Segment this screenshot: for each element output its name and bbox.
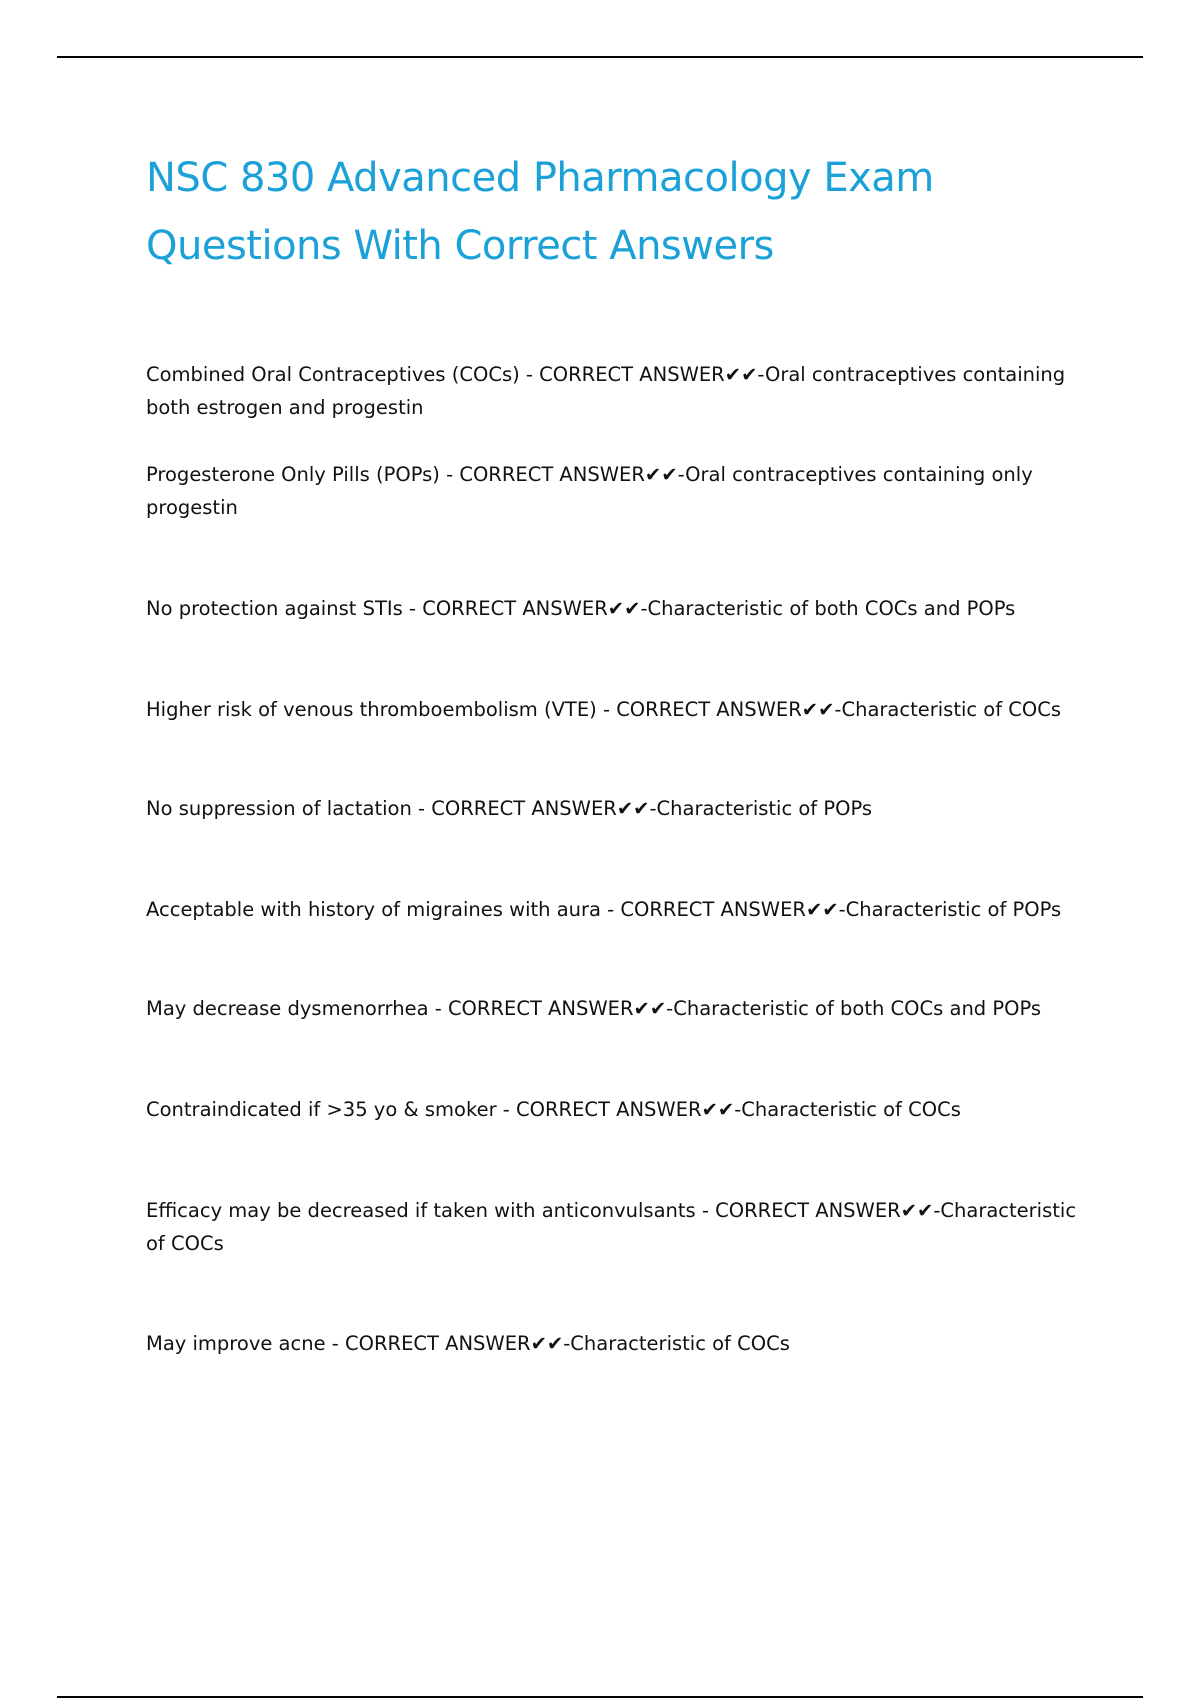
qa-entry: No suppression of lactation - CORRECT ANSWER✔✔-Characteristic of POPs <box>146 797 873 820</box>
qa-entry: Progesterone Only Pills (POPs) - CORRECT ANSWER✔✔-Oral contraceptives containing only progestin <box>146 463 1033 519</box>
top-rule <box>57 56 1143 58</box>
document-title: NSC 830 Advanced Pharmacology Exam Questions With Correct Answers <box>146 155 934 269</box>
qa-entry: Higher risk of venous thromboembolism (VTE) - CORRECT ANSWER✔✔-Characteristic of COCs <box>146 698 1062 721</box>
qa-entry: Efficacy may be decreased if taken with anticonvulsants - CORRECT ANSWER✔✔-Characteristic of COCs <box>146 1199 1077 1255</box>
qa-entry: May improve acne - CORRECT ANSWER✔✔-Characteristic of COCs <box>146 1332 790 1355</box>
qa-entry: No protection against STIs - CORRECT ANSWER✔✔-Characteristic of both COCs and POPs <box>146 597 1016 620</box>
qa-entry: May decrease dysmenorrhea - CORRECT ANSWER✔✔-Characteristic of both COCs and POPs <box>146 997 1042 1020</box>
qa-entry: Combined Oral Contraceptives (COCs) - CORRECT ANSWER✔✔-Oral contraceptives containing both estrogen and progestin <box>146 363 1066 419</box>
qa-entry: Contraindicated if >35 yo & smoker - CORRECT ANSWER✔✔-Characteristic of COCs <box>146 1098 961 1121</box>
qa-list <box>146 358 1096 1360</box>
qa-entry: Acceptable with history of migraines with aura - CORRECT ANSWER✔✔-Characteristic of POPs <box>146 898 1062 921</box>
bottom-rule <box>57 1696 1143 1698</box>
document-body <box>146 144 1096 1360</box>
